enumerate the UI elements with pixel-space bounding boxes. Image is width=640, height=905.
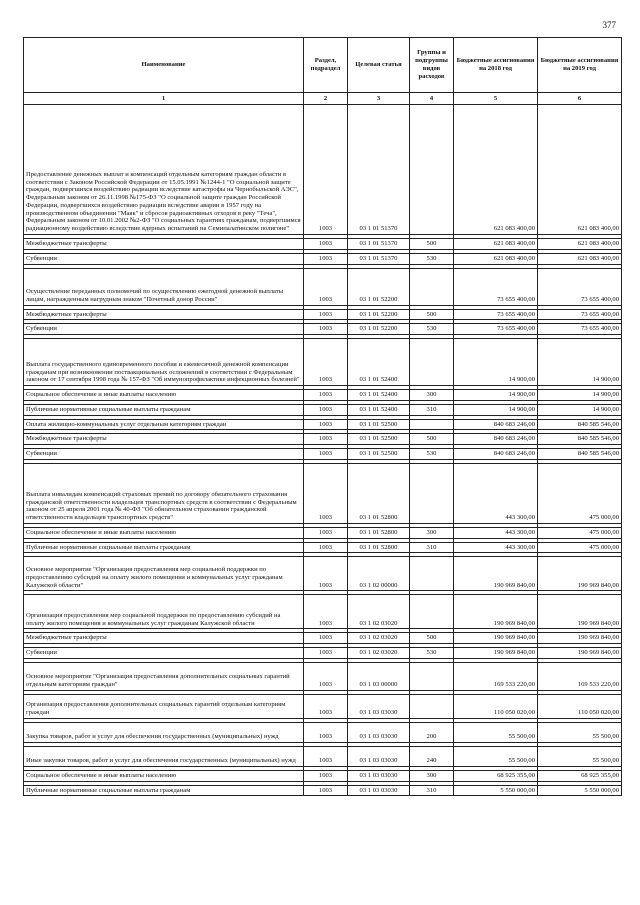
row-group: [410, 694, 454, 718]
row-name: Межбюджетные трансферты: [24, 309, 304, 320]
row-name: Субвенции: [24, 324, 304, 335]
row-amount-2019: 73 655 400,00: [538, 309, 622, 320]
row-amount-2018: 169 533 220,00: [454, 662, 538, 690]
row-section: 1003: [304, 722, 348, 742]
row-group: [410, 557, 454, 591]
header-2019: Бюджетные ассигнования на 2019 год: [538, 38, 622, 93]
table-body: [24, 105, 622, 796]
row-group: [410, 268, 454, 305]
row-amount-2018: 190 969 840,00: [454, 557, 538, 591]
row-section: 1003: [304, 339, 348, 386]
row-amount-2018: 621 083 400,00: [454, 253, 538, 264]
column-index-row: [24, 93, 622, 105]
table-header-row: [24, 38, 622, 93]
table-row: [24, 309, 622, 320]
row-article: 03 1 01 52800: [348, 542, 410, 553]
row-amount-2018: 5 550 000,00: [454, 785, 538, 796]
row-amount-2019: 73 655 400,00: [538, 268, 622, 305]
column-index: 3: [348, 93, 410, 105]
row-article: 03 1 03 03030: [348, 694, 410, 718]
row-amount-2018: 443 300,00: [454, 463, 538, 523]
row-group: 500: [410, 309, 454, 320]
budget-table: [23, 37, 622, 796]
row-article: 03 1 03 03030: [348, 746, 410, 766]
table-row: [24, 404, 622, 415]
row-amount-2019: 190 969 840,00: [538, 648, 622, 659]
row-article: 03 1 03 03030: [348, 722, 410, 742]
row-section: 1003: [304, 419, 348, 430]
row-article: 03 1 02 03020: [348, 648, 410, 659]
row-amount-2019: 840 585 546,00: [538, 434, 622, 445]
row-section: 1003: [304, 449, 348, 460]
row-section: 1003: [304, 239, 348, 250]
row-section: 1003: [304, 105, 348, 235]
row-article: 03 1 02 00000: [348, 557, 410, 591]
row-section: 1003: [304, 662, 348, 690]
row-section: 1003: [304, 434, 348, 445]
row-amount-2019: 621 083 400,00: [538, 105, 622, 235]
table-row: [24, 434, 622, 445]
row-article: 03 1 01 52200: [348, 324, 410, 335]
table-row: [24, 662, 622, 690]
row-amount-2018: 840 683 246,00: [454, 449, 538, 460]
row-group: [410, 339, 454, 386]
row-section: 1003: [304, 770, 348, 781]
row-name: Предоставление денежных выплат и компенсаций отдельным категориям граждан области в соответствии с Законом Российской Федерации от 15.05.1991 №1244-1 "О социальной защите граждан, подвергшихся воздействию радиации вследствие катастрофы на Чернобыльской АЭС", Федеральным законом от 26.11.1998 №175-ФЗ "О социальной защите граждан Российской Федерации, подвергшихся воздействию радиации вследствие аварии в 1957 году на производственном объединении "Маяк" и сбросов радиоактивных отходов в реку "Теча", Федеральным законом от 10.01.2002 №2-ФЗ "О социальных гарантиях гражданам, подвергшимся радиационному воздействию вследствие ядерных испытаний на Семипалатинском полигоне": [24, 105, 304, 235]
row-amount-2019: 475 000,00: [538, 542, 622, 553]
row-group: 300: [410, 390, 454, 401]
row-article: 03 1 02 03020: [348, 633, 410, 644]
row-article: 03 1 01 51370: [348, 253, 410, 264]
row-section: 1003: [304, 694, 348, 718]
header-group: Группы и подгруппы видов расходов: [410, 38, 454, 93]
row-article: 03 1 03 03030: [348, 770, 410, 781]
row-section: 1003: [304, 253, 348, 264]
row-group: 310: [410, 542, 454, 553]
row-amount-2019: 14 900,00: [538, 404, 622, 415]
row-amount-2018: 190 969 840,00: [454, 595, 538, 629]
row-article: 03 1 03 00000: [348, 662, 410, 690]
row-group: 300: [410, 770, 454, 781]
row-group: 530: [410, 449, 454, 460]
row-article: 03 1 01 52400: [348, 404, 410, 415]
row-section: 1003: [304, 633, 348, 644]
row-article: 03 1 01 52800: [348, 527, 410, 538]
table-row: [24, 463, 622, 523]
table-row: [24, 527, 622, 538]
row-amount-2018: 621 083 400,00: [454, 239, 538, 250]
row-section: 1003: [304, 404, 348, 415]
row-group: 500: [410, 239, 454, 250]
table-row: [24, 722, 622, 742]
row-group: 310: [410, 404, 454, 415]
row-amount-2019: 475 000,00: [538, 527, 622, 538]
row-section: 1003: [304, 527, 348, 538]
row-amount-2018: 190 969 840,00: [454, 648, 538, 659]
table-row: [24, 557, 622, 591]
row-group: 500: [410, 633, 454, 644]
row-amount-2018: 443 300,00: [454, 542, 538, 553]
row-article: 03 1 01 51370: [348, 239, 410, 250]
row-amount-2019: 73 655 400,00: [538, 324, 622, 335]
row-article: 03 1 01 52200: [348, 268, 410, 305]
table-row: [24, 542, 622, 553]
row-name: Основное мероприятие "Организация предоставления дополнительных социальных гарантий отдельным категориям граждан": [24, 662, 304, 690]
table-row: [24, 419, 622, 430]
row-amount-2018: 73 655 400,00: [454, 268, 538, 305]
table-row: [24, 449, 622, 460]
row-name: Иные закупки товаров, работ и услуг для обеспечения государственных (муниципальных) нужд: [24, 746, 304, 766]
table-row: [24, 595, 622, 629]
row-amount-2019: 55 500,00: [538, 746, 622, 766]
row-amount-2019: 169 533 220,00: [538, 662, 622, 690]
row-amount-2018: 621 083 400,00: [454, 105, 538, 235]
row-article: 03 1 01 52500: [348, 449, 410, 460]
row-name: Социальное обеспечение и иные выплаты населению: [24, 770, 304, 781]
row-group: [410, 105, 454, 235]
row-section: 1003: [304, 324, 348, 335]
row-amount-2019: 5 550 000,00: [538, 785, 622, 796]
header-section: Раздел, подраздел: [304, 38, 348, 93]
row-amount-2019: 621 083 400,00: [538, 253, 622, 264]
header-name: Наименование: [24, 38, 304, 93]
row-article: 03 1 03 03030: [348, 785, 410, 796]
row-name: Публичные нормативные социальные выплаты гражданам: [24, 404, 304, 415]
row-article: 03 1 01 52400: [348, 339, 410, 386]
row-amount-2019: 68 925 355,00: [538, 770, 622, 781]
column-index: 6: [538, 93, 622, 105]
table-row: [24, 770, 622, 781]
table-row: [24, 694, 622, 718]
row-name: Выплата государственного единовременного пособия и ежемесячной денежной компенсации гражданам при возникновении поствакцинальных осложнений в соответствии с Федеральным законом от 17 сентября 1998 года № 157-ФЗ "Об иммунопрофилактике инфекционных болезней": [24, 339, 304, 386]
row-amount-2018: 443 300,00: [454, 527, 538, 538]
row-group: 200: [410, 722, 454, 742]
row-article: 03 1 01 52500: [348, 434, 410, 445]
table-row: [24, 268, 622, 305]
row-group: 530: [410, 648, 454, 659]
row-name: Межбюджетные трансферты: [24, 239, 304, 250]
row-amount-2019: 14 900,00: [538, 339, 622, 386]
row-group: 530: [410, 253, 454, 264]
row-section: 1003: [304, 746, 348, 766]
table-row: [24, 785, 622, 796]
row-name: Закупка товаров, работ и услуг для обеспечения государственных (муниципальных) нужд: [24, 722, 304, 742]
row-name: Выплата инвалидам компенсаций страховых премий по договору обязательного страхования гражданской ответственности владельцев транспортных средств в соответствии с Федеральным законом от 25 апреля 2001 года № 40-ФЗ "Об обязательном страховании гражданской ответственности владельцев транспортных средств": [24, 463, 304, 523]
row-group: 530: [410, 324, 454, 335]
row-group: 310: [410, 785, 454, 796]
row-name: Организация предоставления дополнительных социальных гарантий отдельным категориям граждан: [24, 694, 304, 718]
row-name: Социальное обеспечение и иные выплаты населению: [24, 527, 304, 538]
row-amount-2018: 73 655 400,00: [454, 309, 538, 320]
row-name: Оплата жилищно-коммунальных услуг отдельным категориям граждан: [24, 419, 304, 430]
row-amount-2018: 14 900,00: [454, 390, 538, 401]
row-amount-2019: 190 969 840,00: [538, 633, 622, 644]
row-amount-2019: 190 969 840,00: [538, 595, 622, 629]
row-amount-2019: 110 050 020,00: [538, 694, 622, 718]
row-group: [410, 419, 454, 430]
row-amount-2018: 840 683 246,00: [454, 434, 538, 445]
table-row: [24, 648, 622, 659]
row-article: 03 1 02 03020: [348, 595, 410, 629]
row-section: 1003: [304, 463, 348, 523]
row-amount-2019: 840 585 546,00: [538, 449, 622, 460]
row-amount-2018: 55 500,00: [454, 722, 538, 742]
row-section: 1003: [304, 595, 348, 629]
row-section: 1003: [304, 268, 348, 305]
row-name: Субвенции: [24, 648, 304, 659]
row-article: 03 1 01 52200: [348, 309, 410, 320]
row-section: 1003: [304, 309, 348, 320]
row-group: [410, 662, 454, 690]
row-amount-2018: 55 500,00: [454, 746, 538, 766]
page-number: 377: [602, 20, 616, 30]
row-amount-2018: 14 900,00: [454, 404, 538, 415]
header-2018: Бюджетные ассигнования на 2018 год: [454, 38, 538, 93]
row-amount-2019: 14 900,00: [538, 390, 622, 401]
row-name: Публичные нормативные социальные выплаты гражданам: [24, 542, 304, 553]
row-name: Межбюджетные трансферты: [24, 434, 304, 445]
row-amount-2019: 475 000,00: [538, 463, 622, 523]
table-row: [24, 390, 622, 401]
row-section: 1003: [304, 557, 348, 591]
row-amount-2018: 14 900,00: [454, 339, 538, 386]
table-row: [24, 324, 622, 335]
column-index: 2: [304, 93, 348, 105]
table-row: [24, 339, 622, 386]
column-index: 5: [454, 93, 538, 105]
row-amount-2018: 840 683 246,00: [454, 419, 538, 430]
table-row: [24, 105, 622, 235]
row-section: 1003: [304, 785, 348, 796]
row-group: 500: [410, 434, 454, 445]
table-row: [24, 633, 622, 644]
row-amount-2019: 621 083 400,00: [538, 239, 622, 250]
row-section: 1003: [304, 648, 348, 659]
row-amount-2018: 190 969 840,00: [454, 633, 538, 644]
row-amount-2019: 840 585 546,00: [538, 419, 622, 430]
row-group: [410, 463, 454, 523]
table-row: [24, 253, 622, 264]
row-group: 300: [410, 527, 454, 538]
row-name: Межбюджетные трансферты: [24, 633, 304, 644]
row-section: 1003: [304, 542, 348, 553]
row-article: 03 1 01 52800: [348, 463, 410, 523]
row-amount-2018: 68 925 355,00: [454, 770, 538, 781]
table-row: [24, 239, 622, 250]
table-row: [24, 746, 622, 766]
row-section: 1003: [304, 390, 348, 401]
row-group: 240: [410, 746, 454, 766]
row-article: 03 1 01 51370: [348, 105, 410, 235]
row-amount-2019: 55 500,00: [538, 722, 622, 742]
row-name: Субвенции: [24, 253, 304, 264]
header-article: Целевая статья: [348, 38, 410, 93]
row-name: Осуществление переданных полномочий по осуществлению ежегодной денежной выплаты лицам, награжденным нагрудным знаком "Почетный донор России": [24, 268, 304, 305]
row-name: Основное мероприятие "Организация предоставления мер социальной поддержки по предоставлению субсидий на оплату жилого помещения и коммунальных услуг гражданам Калужской области": [24, 557, 304, 591]
row-amount-2018: 110 050 020,00: [454, 694, 538, 718]
row-name: Социальное обеспечение и иные выплаты населению: [24, 390, 304, 401]
row-name: Публичные нормативные социальные выплаты гражданам: [24, 785, 304, 796]
row-amount-2019: 190 969 840,00: [538, 557, 622, 591]
row-article: 03 1 01 52400: [348, 390, 410, 401]
row-amount-2018: 73 655 400,00: [454, 324, 538, 335]
column-index: 1: [24, 93, 304, 105]
row-article: 03 1 01 52500: [348, 419, 410, 430]
column-index: 4: [410, 93, 454, 105]
row-group: [410, 595, 454, 629]
row-name: Организация предоставления мер социальной поддержки по предоставлению субсидий на оплату жилого помещения и коммунальных услуг гражданам Калужской области: [24, 595, 304, 629]
row-name: Субвенции: [24, 449, 304, 460]
